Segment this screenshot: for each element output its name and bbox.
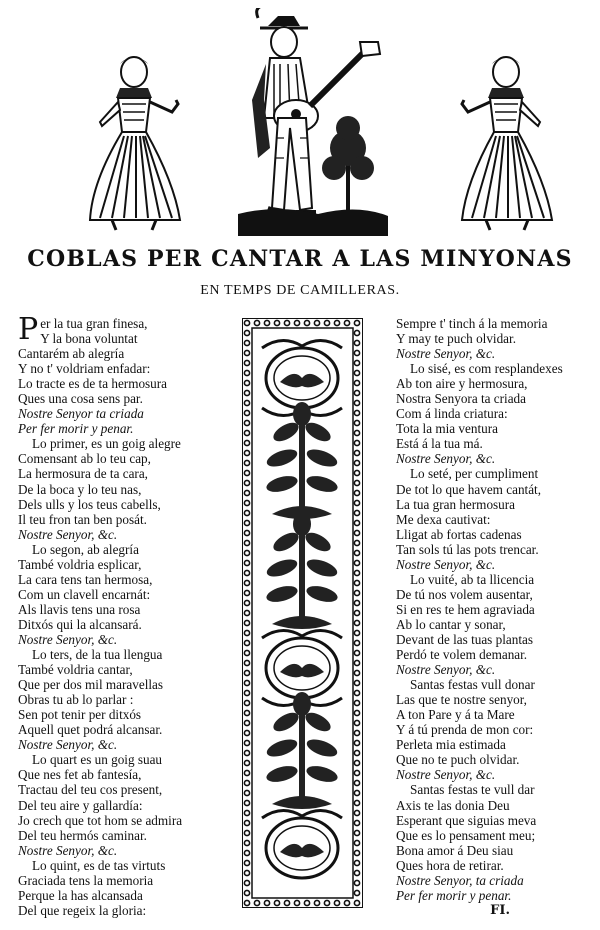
verse-line — [396, 527, 596, 542]
verse-text: Lligat ab fortas cadenas — [396, 526, 522, 542]
page-title: COBLAS PER CANTAR A LAS MINYONAS — [27, 246, 573, 272]
verse-text: De tot lo que havem cantát, — [396, 481, 542, 497]
verse-text: La hermosura de ta cara, — [18, 466, 148, 482]
verse-line — [18, 647, 233, 662]
verse-line — [18, 331, 233, 346]
verse-text: Y no t' voldriam enfadar: — [18, 361, 151, 377]
verse-line — [396, 617, 596, 632]
woodcut-header — [0, 0, 600, 240]
verse-line — [396, 602, 596, 617]
verse-line — [18, 617, 233, 632]
verse-line — [396, 376, 596, 391]
verse-text: Nostre Senyor, &c. — [396, 346, 496, 362]
verse-line — [396, 512, 596, 527]
verse-line — [18, 752, 233, 767]
verse-line — [18, 361, 233, 376]
verse-text: Il teu fron tan ben posát. — [18, 511, 147, 527]
verse-line — [396, 782, 596, 797]
verse-line — [18, 707, 233, 722]
refrain-line — [396, 451, 596, 466]
verse-text: Jo crech que tot hom se admira — [18, 812, 183, 828]
verse-line — [396, 587, 596, 602]
verse-text: Nostra Senyora ta criada — [396, 391, 526, 407]
verse-text: Lo primer, es un goig alegre — [32, 436, 181, 452]
verse-line — [396, 406, 596, 421]
verse-text: Per fer morir y penar. — [18, 421, 134, 437]
refrain-line — [18, 737, 233, 752]
verse-text: Nostre Senyor, &c. — [18, 631, 118, 647]
verse-line — [396, 391, 596, 406]
verse-text: Ab lo cantar y sonar, — [396, 616, 506, 632]
verse-text: Nostre Senyor, &c. — [18, 842, 118, 858]
verse-text: Que per dos mil maravellas — [18, 677, 164, 693]
verse-text: Del que regeix la gloria: — [18, 902, 147, 918]
verse-text: Obras tu ab lo parlar : — [18, 692, 134, 708]
refrain-line — [396, 873, 596, 888]
verse-text: Devant de las tuas plantas — [396, 631, 533, 647]
verse-text: Lo tracte es de ta hermosura — [18, 376, 168, 392]
verse-line — [396, 843, 596, 858]
verse-text: Lo seté, per cumpliment — [410, 466, 539, 482]
verse-text: A ton Pare y á ta Mare — [396, 707, 515, 723]
verse-line — [396, 647, 596, 662]
verse-text: Aquell quet podrá alcansar. — [18, 722, 163, 738]
page-subtitle: EN TEMPS DE CAMILLERAS. — [200, 283, 400, 298]
verse-text: Ques una cosa sens par. — [18, 391, 143, 407]
guitar-player-figure-icon — [238, 8, 388, 236]
verse-text: Ditxós qui la alcansará. — [18, 616, 142, 632]
verse-text: er la tua gran finesa, — [40, 316, 148, 331]
verse-text: Nostre Senyor, &c. — [18, 737, 118, 753]
verse-line — [396, 813, 596, 828]
verse-line — [18, 798, 233, 813]
verse-text: Nostre Senyor ta criada — [18, 406, 144, 422]
verse-line — [396, 798, 596, 813]
verse-text: Nostre Senyor, ta criada — [396, 872, 524, 888]
verse-text: Dels ulls y los teus cabells, — [18, 496, 161, 512]
verse-line — [18, 873, 233, 888]
verse-text: Esperant que siguias meva — [396, 812, 537, 828]
verse-text: Ab ton aire y hermosura, — [396, 376, 528, 392]
verse-line — [396, 331, 596, 346]
refrain-line — [396, 346, 596, 361]
verse-text: De tú nos volem ausentar, — [396, 586, 533, 602]
verse-line — [18, 512, 233, 527]
verse-line — [396, 572, 596, 587]
verse-text: De la boca y lo teu nas, — [18, 481, 142, 497]
verse-text: També voldria cantar, — [18, 662, 133, 678]
verse-text: Lo sisé, es com resplandexes — [410, 361, 563, 377]
verse-text: Sen pot tenir per ditxós — [18, 707, 142, 723]
verse-line — [18, 828, 233, 843]
verse-text: Las que te nostre senyor, — [396, 692, 527, 708]
verse-line — [396, 421, 596, 436]
verse-text: Ques hora de retirar. — [396, 857, 504, 873]
verse-text: Lo vuité, ab ta llicencia — [410, 571, 535, 587]
verse-line — [18, 436, 233, 451]
verse-line — [18, 482, 233, 497]
verse-text: Perleta mia estimada — [396, 737, 506, 753]
verse-line — [18, 677, 233, 692]
verse-line — [396, 542, 596, 557]
verse-text: Lo quart es un goig suau — [32, 752, 163, 768]
verse-line — [18, 587, 233, 602]
drop-cap: P — [18, 312, 39, 347]
refrain-line — [18, 843, 233, 858]
verse-text: Que nes fet ab fantesía, — [18, 767, 142, 783]
verse-line — [18, 813, 233, 828]
verse-line — [18, 888, 233, 903]
verse-line — [396, 361, 596, 376]
verse-line — [18, 572, 233, 587]
verse-text: Graciada tens la memoria — [18, 872, 154, 888]
verse-text: Del teu hermós caminar. — [18, 827, 147, 843]
poem-column-right — [396, 316, 596, 918]
verse-text: Tota la mia ventura — [396, 421, 498, 437]
verse-line — [396, 436, 596, 451]
verse-text: Y la bona voluntat — [40, 331, 138, 347]
verse-text: Santas festas te vull dar — [410, 782, 535, 798]
verse-line — [18, 376, 233, 391]
verse-text: Y á tú prenda de mon cor: — [396, 722, 534, 738]
refrain-line — [18, 527, 233, 542]
refrain-line — [396, 557, 596, 572]
refrain-line — [396, 767, 596, 782]
verse-text: Cantarém ab alegría — [18, 346, 125, 362]
verse-line — [18, 692, 233, 707]
verse-text: Que es lo pensament meu; — [396, 827, 536, 843]
verse-line — [396, 752, 596, 767]
verse-line — [18, 722, 233, 737]
verse-line — [396, 692, 596, 707]
verse-text: La tua gran hermosura — [396, 496, 516, 512]
verse-line — [396, 722, 596, 737]
verse-text: Nostre Senyor, &c. — [396, 556, 496, 572]
verse-line — [18, 662, 233, 677]
verse-text: Lo quint, es de tas virtuts — [32, 857, 166, 873]
woman-figure-icon — [440, 52, 570, 232]
verse-text: Nostre Senyor, &c. — [396, 451, 496, 467]
verse-line — [18, 602, 233, 617]
verse-text: Perdó te volem demanar. — [396, 647, 528, 663]
verse-text: Nostre Senyor, &c. — [396, 767, 496, 783]
verse-text: Sempre t' tinch á la memoria — [396, 316, 548, 331]
verse-text: Me dexa cautivat: — [396, 511, 491, 527]
verse-text: Als llavis tens una rosa — [18, 601, 141, 617]
verse-text: Que no te puch olvidar. — [396, 752, 520, 768]
verse-text: Perque la has alcansada — [18, 887, 143, 903]
refrain-line — [396, 888, 596, 903]
verse-line — [396, 707, 596, 722]
refrain-line — [18, 406, 233, 421]
verse-line — [396, 677, 596, 692]
verse-text: Tan sols tú las pots trencar. — [396, 541, 539, 557]
verse-text: Com á linda criatura: — [396, 406, 508, 422]
verse-line — [396, 737, 596, 752]
verse-line — [18, 466, 233, 481]
verse-line — [18, 451, 233, 466]
floral-border-ornament — [242, 318, 363, 908]
verse-line — [396, 858, 596, 873]
refrain-line — [396, 662, 596, 677]
verse-text: Lo segon, ab alegría — [32, 541, 139, 557]
verse-text: Del teu aire y gallardía: — [18, 797, 143, 813]
verse-line — [18, 858, 233, 873]
verse-line — [396, 466, 596, 481]
verse-text: També voldria esplicar, — [18, 556, 142, 572]
verse-text: Bona amor á Deu siau — [396, 842, 514, 858]
verse-text: Está á la tua má. — [396, 436, 483, 452]
verse-line — [18, 346, 233, 361]
verse-text: Si en res te hem agraviada — [396, 601, 535, 617]
end-mark: FI. — [490, 902, 510, 918]
verse-text: Com un clavell encarnát: — [18, 586, 151, 602]
refrain-line — [18, 632, 233, 647]
verse-text: La cara tens tan hermosa, — [18, 571, 153, 587]
verse-text: Tractau del teu cos present, — [18, 782, 163, 798]
verse-text: Y may te puch olvidar. — [396, 331, 516, 347]
verse-text: Comensant ab lo teu cap, — [18, 451, 151, 467]
verse-line — [18, 557, 233, 572]
poem-column-left — [18, 312, 233, 918]
verse-line — [396, 632, 596, 647]
verse-line — [18, 903, 233, 918]
verse-text: Per fer morir y penar. — [396, 887, 512, 903]
verse-line — [18, 782, 233, 797]
refrain-line — [18, 421, 233, 436]
verse-line — [18, 767, 233, 782]
verse-line — [18, 497, 233, 512]
verse-line — [396, 828, 596, 843]
woman-figure-icon — [72, 52, 202, 232]
verse-text: Santas festas vull donar — [410, 677, 535, 693]
verse-line — [396, 497, 596, 512]
verse-line — [396, 482, 596, 497]
verse-line — [18, 542, 233, 557]
verse-text: Lo ters, de la tua llengua — [32, 647, 163, 663]
verse-text: Nostre Senyor, &c. — [396, 662, 496, 678]
verse-line — [18, 391, 233, 406]
verse-text: Axis te las donia Deu — [396, 797, 510, 813]
verse-text: Nostre Senyor, &c. — [18, 526, 118, 542]
verse-line — [396, 316, 596, 331]
